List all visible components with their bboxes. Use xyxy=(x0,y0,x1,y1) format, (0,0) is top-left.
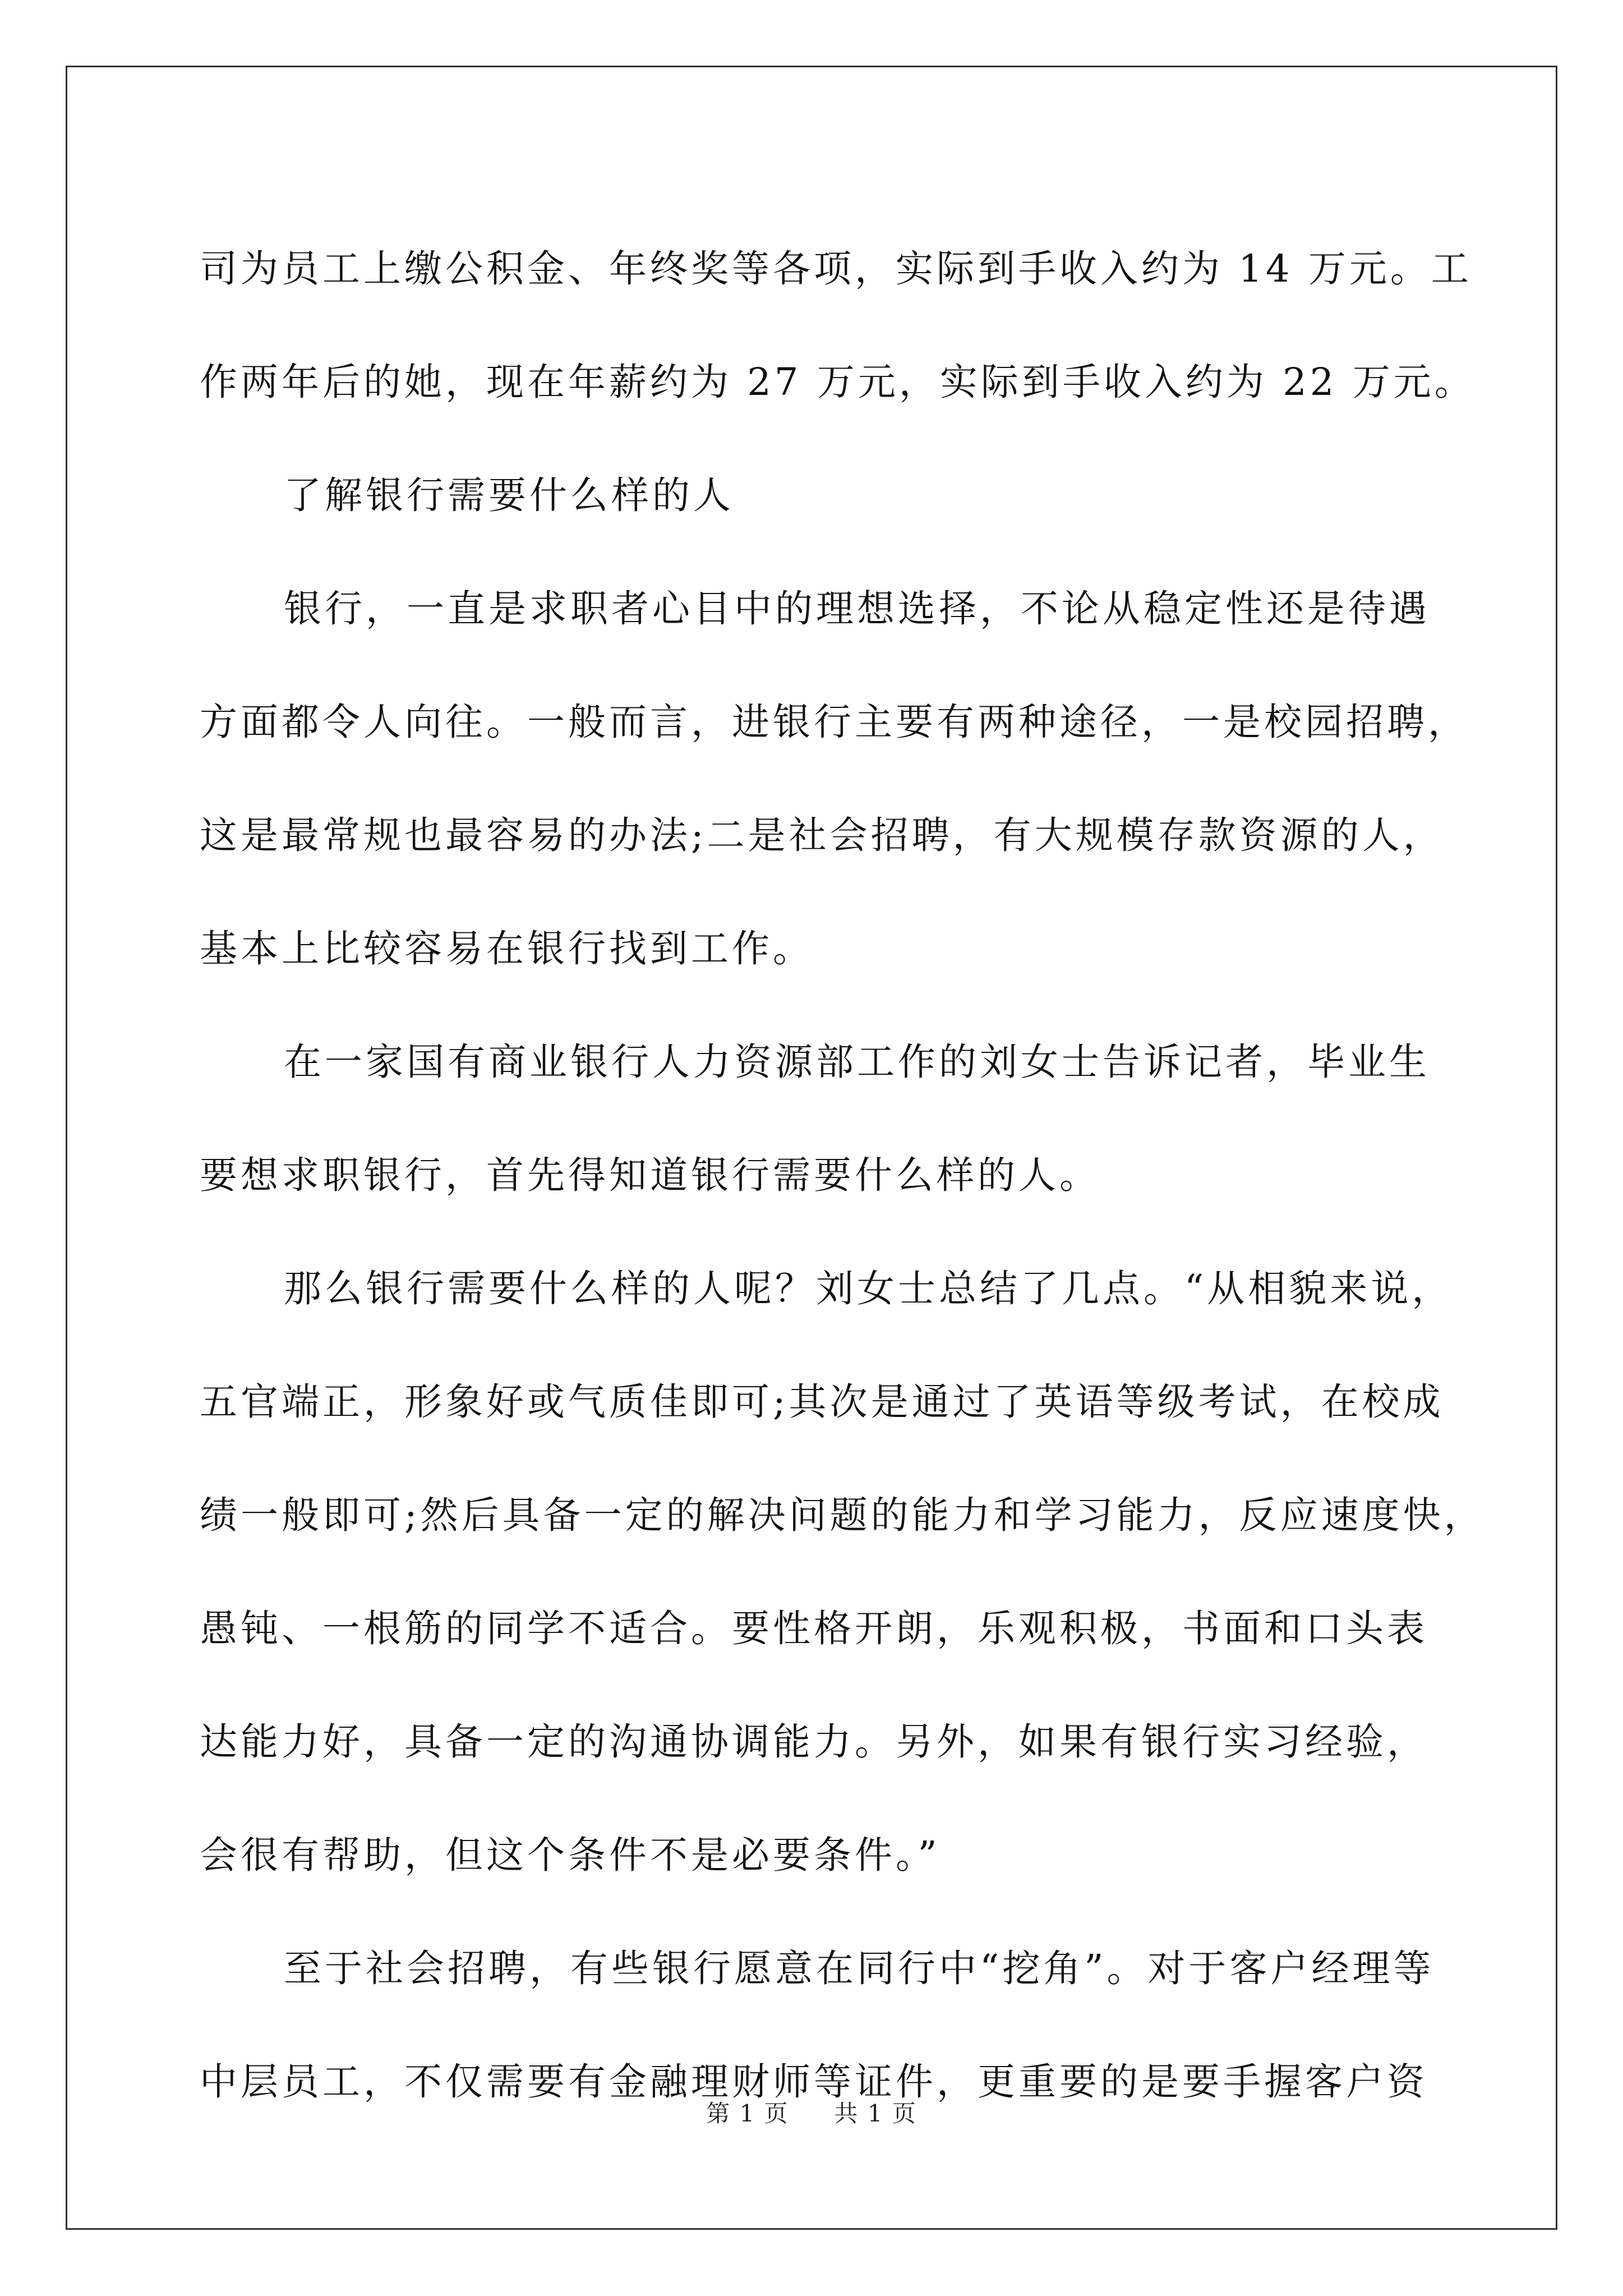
text-line: 至于社会招聘，有些银行愿意在同行中“挖角”。对于客户经理等 xyxy=(284,1947,1435,1990)
text-line: 方面都令人向往。一般而言，进银行主要有两种途径，一是校园招聘， xyxy=(200,700,1469,744)
text-line: 愚钝、一根筋的同学不适合。要性格开朗，乐观积极，书面和口头表 xyxy=(200,1607,1428,1650)
text-line: 中层员工，不仅需要有金融理财师等证件，更重要的是要手握客户资 xyxy=(200,2060,1428,2104)
text-line: 五官端正，形象好或气质佳即可;其次是通过了英语等级考试，在校成 xyxy=(200,1380,1444,1424)
text-line: 绩一般即可;然后具备一定的解决问题的能力和学习能力，反应速度快， xyxy=(200,1493,1485,1537)
page-footer xyxy=(0,2095,1623,2129)
text-line: 要想求职银行，首先得知道银行需要什么样的人。 xyxy=(200,1153,1100,1197)
text-line: 基本上比较容易在银行找到工作。 xyxy=(200,927,814,970)
section-heading: 了解银行需要什么样的人 xyxy=(284,473,734,517)
text-line: 这是最常规也最容易的办法;二是社会招聘，有大规模存款资源的人， xyxy=(200,813,1444,857)
text-line: 达能力好，具备一定的沟通协调能力。另外，如果有银行实习经验， xyxy=(200,1720,1428,1764)
text-line: 司为员工上缴公积金、年终奖等各项，实际到手收入约为 14 万元。工 xyxy=(200,247,1472,291)
text-line: 在一家国有商业银行人力资源部工作的刘女士告诉记者，毕业生 xyxy=(284,1040,1430,1084)
page-number: 第 1 页 xyxy=(706,2100,789,2127)
text-line: 那么银行需要什么样的人呢？刘女士总结了几点。“从相貌来说， xyxy=(284,1267,1453,1310)
page-total: 共 1 页 xyxy=(834,2100,917,2127)
text-line: 银行，一直是求职者心目中的理想选择，不论从稳定性还是待遇 xyxy=(284,587,1430,631)
text-line: 作两年后的她，现在年薪约为 27 万元，实际到手收入约为 22 万元。 xyxy=(200,360,1476,404)
document-body xyxy=(200,212,1485,2138)
text-line: 会很有帮助，但这个条件不是必要条件。” xyxy=(200,1833,940,1877)
